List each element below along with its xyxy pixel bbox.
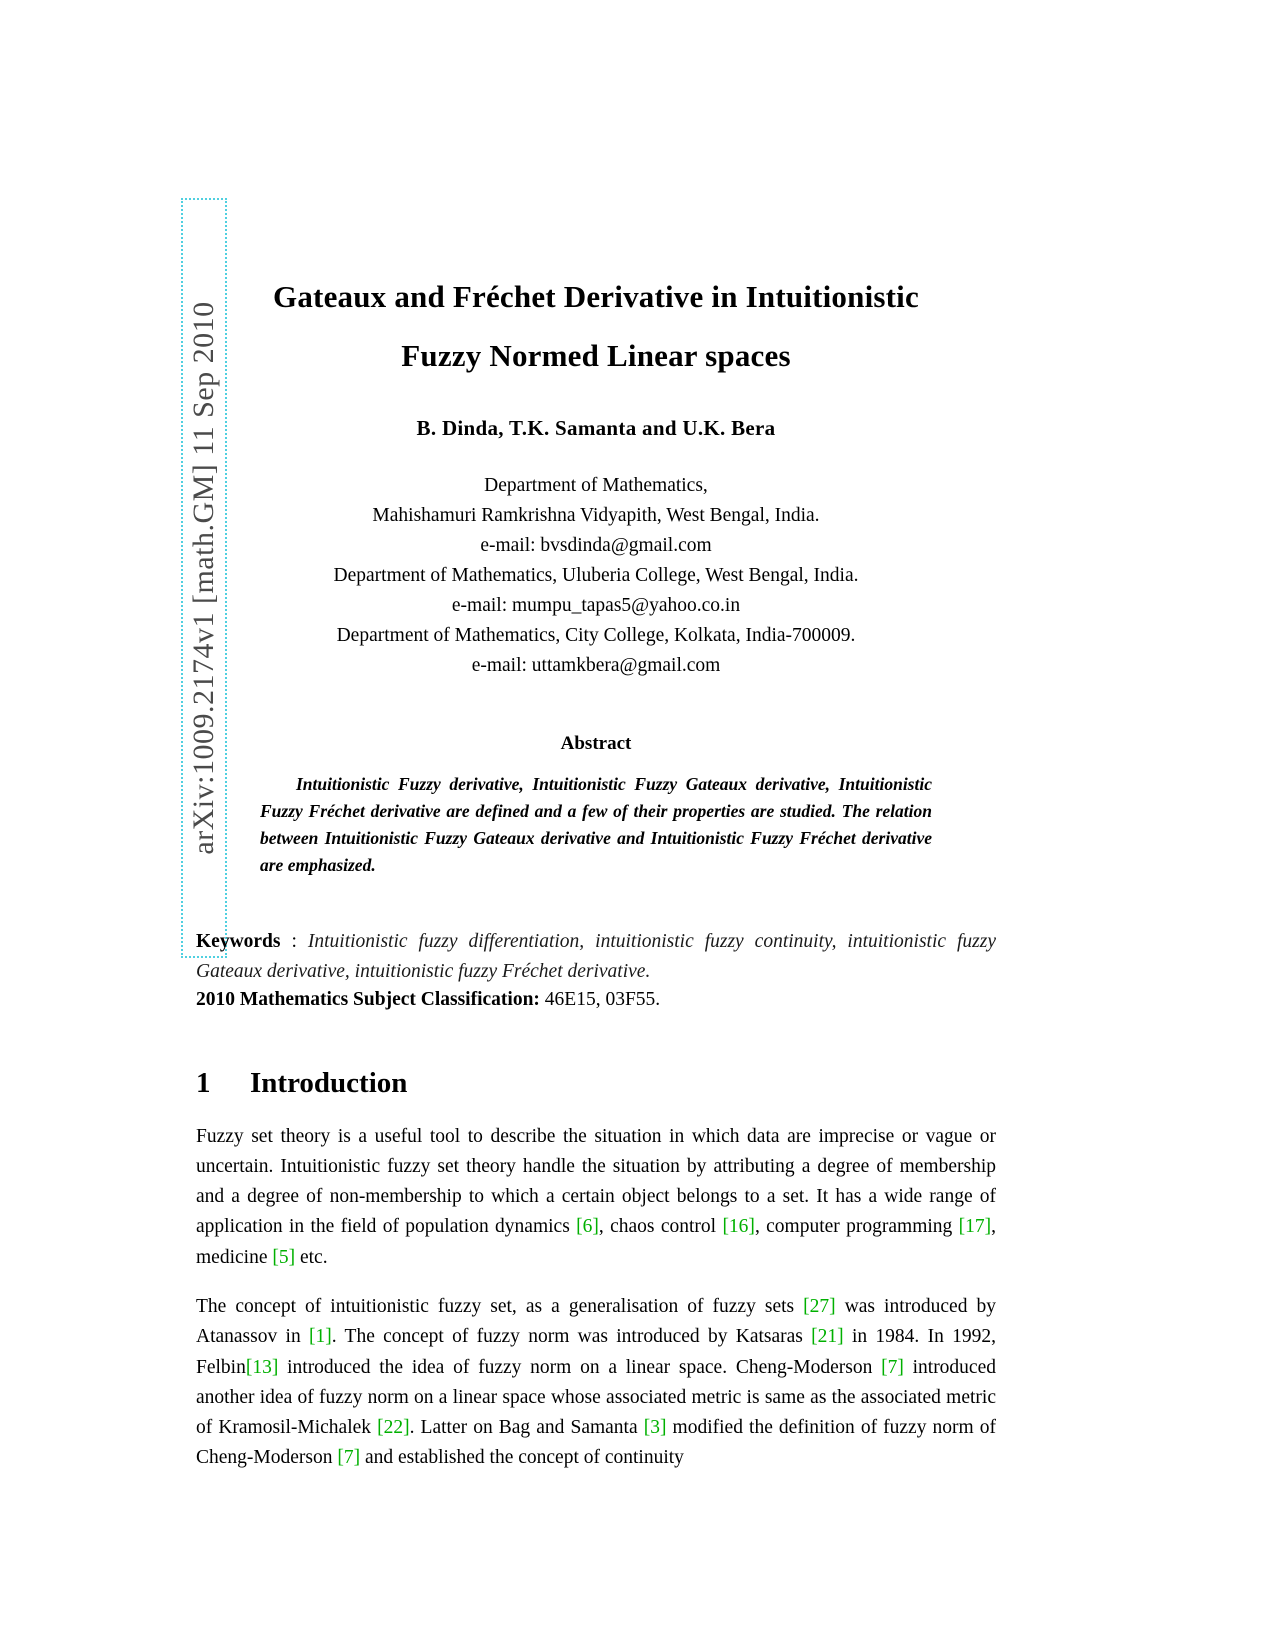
text-run: modified the definition of fuzzy norm of Cheng-Moderson — [196, 1417, 997, 1469]
email-line: e-mail: mumpu_tapas5@yahoo.co.in — [451, 594, 741, 616]
citation-link-3[interactable]: [3] — [643, 1417, 667, 1439]
affiliation-line: Department of Mathematics, Uluberia College, West Bengal, India. — [333, 564, 859, 586]
email-line: e-mail: bvsdinda@gmail.com — [480, 534, 712, 556]
citation-link-16[interactable]: [16] — [722, 1216, 755, 1238]
citation-link-7[interactable]: [7] — [881, 1356, 904, 1378]
msc-value: 46E15, 03F55. — [539, 988, 661, 1010]
paper-page — [196, 0, 996, 1650]
title-line-2: Fuzzy Normed Linear spaces — [401, 337, 791, 373]
citation-link-7b[interactable]: [7] — [337, 1447, 361, 1469]
keywords-line — [196, 927, 996, 986]
keywords-value: Intuitionistic fuzzy differentiation, intuitionistic fuzzy continuity, intuitionistic fuzzy Gateaux derivative, intuitionistic fuzzy Fréchet derivative. — [196, 931, 996, 983]
affiliation-line: Department of Mathematics, — [484, 474, 708, 496]
text-run: Fuzzy set theory is a useful tool to describe the situation in which data are imprecise or vague or uncertain. Intuitionistic fuzzy set theory handle the situation by attributing a degree of membership and a degree of non-membership to which a certain object belongs to a set. It has a wide range of application in the field of population dynamics — [196, 1125, 996, 1238]
text-run: The concept of intuitionistic fuzzy set, as a generalisation of fuzzy sets — [196, 1296, 804, 1318]
section-title: Introduction — [250, 1066, 408, 1099]
page-title — [196, 268, 996, 386]
affiliation-block — [196, 471, 996, 681]
body-paragraph-2 — [196, 1292, 996, 1473]
text-run: , medicine — [196, 1216, 996, 1268]
text-run: . The concept of fuzzy norm was introduced by Katsaras — [331, 1326, 812, 1348]
title-line-1: Gateaux and Fréchet Derivative in Intuitionistic — [273, 279, 919, 314]
email-line: e-mail: uttamkbera@gmail.com — [471, 654, 721, 676]
citation-link-6[interactable]: [6] — [576, 1216, 599, 1238]
citation-link-17[interactable]: [17] — [958, 1216, 992, 1238]
affiliation-line: Department of Mathematics, City College, Kolkata, India-700009. — [336, 624, 856, 646]
author-list: B. Dinda, T.K. Samanta and U.K. Bera — [416, 415, 776, 440]
msc-line — [196, 989, 996, 1011]
text-run: . Latter on Bag and Samanta — [409, 1417, 644, 1439]
text-run: etc. — [295, 1246, 328, 1268]
affiliation-line: Mahishamuri Ramkrishna Vidyapith, West Bengal, India. — [372, 504, 820, 526]
citation-link-1[interactable]: [1] — [308, 1326, 332, 1348]
text-run: and established the concept of continuity — [360, 1447, 684, 1469]
citation-link-5[interactable]: [5] — [272, 1246, 296, 1268]
text-run: was introduced by Atanassov in — [196, 1296, 996, 1348]
msc-label: 2010 Mathematics Subject Classification: — [196, 988, 540, 1010]
text-run: , computer programming — [754, 1216, 959, 1238]
body-paragraph-1 — [196, 1122, 996, 1273]
abstract-text: Intuitionistic Fuzzy derivative, Intuitionistic Fuzzy Gateaux derivative, Intuitionistic Fuzzy Fréchet derivative are defined and a few of their properties are studied. The relation between Intuitionistic Fuzzy Gateaux derivative and Intuitionistic Fuzzy Fréchet derivative are emphasized. — [260, 773, 932, 876]
text-run: introduced the idea of fuzzy norm on a linear space. Cheng-Moderson — [278, 1356, 882, 1378]
abstract-heading: Abstract — [560, 732, 632, 754]
section-heading-introduction — [196, 1067, 996, 1100]
keywords-separator: : — [280, 931, 308, 953]
keywords-label: Keywords — [196, 931, 281, 953]
text-run: , chaos control — [598, 1216, 723, 1238]
citation-link-22[interactable]: [22] — [377, 1417, 410, 1439]
arxiv-identifier-stamp: arXiv:1009.2174v1 [math.GM] 11 Sep 2010 — [181, 198, 227, 958]
section-number: 1 — [196, 1066, 211, 1099]
text-run: in 1984. In 1992, Felbin — [196, 1326, 996, 1378]
citation-link-21[interactable]: [21] — [811, 1326, 844, 1348]
citation-link-27[interactable]: [27] — [803, 1296, 836, 1318]
citation-link-13[interactable]: [13] — [245, 1356, 279, 1378]
text-run: introduced another idea of fuzzy norm on a linear space whose associated metric is same as the associated metric of Kramosil-Michalek — [196, 1356, 996, 1439]
